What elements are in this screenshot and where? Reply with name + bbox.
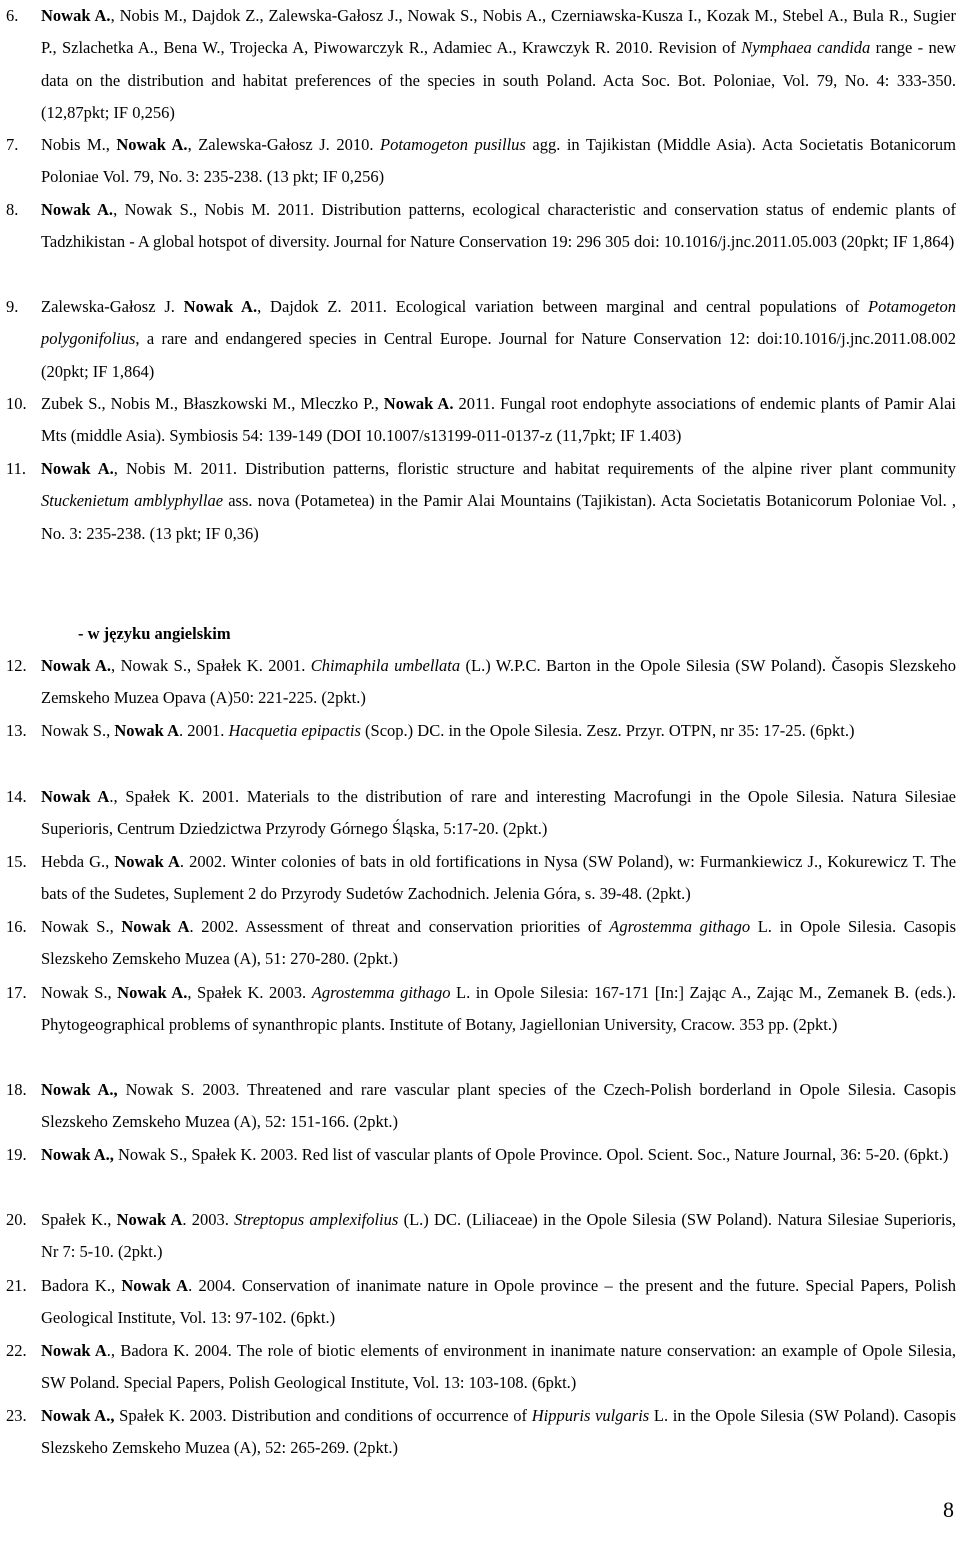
citation-text: . 2002. Winter colonies of bats in old fortifications in Nysa (SW Poland), w: Furmankiewicz J., Kokurewicz T. The bats of the Sudetes, Suplement 2 do Przyrody Sudetów Zachodnich. Jelenia Góra, s. 39-48. (2pkt.) [41,852,957,904]
author-name: Nowak A., [41,1080,118,1099]
citation-text: 2011. Fungal root endophyte associations of endemic plants of Pamir Alai Mts (middle Asia). Symbiosis 54: 139-149 (DOI 10.1007/s13199-011-0137-z (11,7pkt; IF 1.403) [41,394,956,446]
list-item-number: 7. [6,135,19,154]
citation-text: , Nobis M., Dajdok Z., Zalewska-Gałosz J., Nowak S., Nobis A., Czerniawska-Kusza I., Kozak M., Stebel A., Bula R., Sugier P., Szlachetka A., Bena W., Trojecka A, Piwowarczyk R., Adamiec A., Krawczyk R. 2010. Revision of [41,6,957,58]
author-name: Nowak A., [41,1406,115,1425]
author-name: Nowak A. [116,135,188,154]
list-item-text [41,977,956,1042]
list-item-number: 15. [6,852,27,871]
list-item-text [41,1270,956,1335]
citation-text: , Nowak S., Nobis M. 2011. Distribution patterns, ecological characteristic and conservation status of endemic plants of Tadzhikistan - A global hotspot of diversity. Journal for Nature Conservation 19: 296 305 doi: 10.1016/j.jnc.2011.05.003 (20pkt; IF 1,864) [41,200,956,252]
citation-text: ., Badora K. 2004. The role of biotic elements of environment in inanimate nature conservation: an example of Opole Silesia, SW Poland. Special Papers, Polish Geological Institute, Vol. 13: 103-108. (6pkt.) [41,1341,956,1393]
species-name: Agrostemma githago [609,917,751,936]
citation-text: . 2004. Conservation of inanimate nature in Opole province – the present and the future. Special Papers, Polish Geological Institute, Vol. 13: 97-102. (6pkt.) [41,1276,956,1328]
list-item-number: 20. [6,1210,27,1229]
list-item-number: 14. [6,787,27,806]
species-name: Potamogeton pusillus [379,135,526,154]
citation-text: . 2001. [178,721,229,740]
citation-text: (Scop.) DC. in the Opole Silesia. Zesz. Przyr. OTPN, nr 35: 17-25. (6pkt.) [360,721,855,740]
list-item-number: 11. [6,459,27,478]
citation-text: , Dajdok Z. 2011. Ecological variation between marginal and central populations of [257,297,868,316]
citation-text: L. in Opole Silesia. Casopis Slezskeho Zemskeho Muzea (A), 51: 270-280. (2pkt.) [41,917,957,969]
list-item-number: 9. [6,297,19,316]
citation-text: Spałek K., [41,1210,117,1229]
list-item-number: 16. [6,917,27,936]
list-item-number: 8. [6,200,19,219]
list-item-text [41,846,956,911]
list-item-text [41,781,956,846]
author-name: Nowak A [121,917,190,936]
list-item-text [41,650,956,715]
author-name: Nowak A., [41,1145,114,1164]
author-name: Nowak A [114,852,180,871]
species-name: Agrostemma githago [311,983,451,1002]
citation-text: , Zalewska-Gałosz J. 2010. [187,135,380,154]
citation-text: (L.) DC. (Liliaceae) in the Opole Silesia (SW Poland). Natura Silesiae Superioris, Nr 7: 5-10. (2pkt.) [41,1210,957,1262]
citation-text: , Nobis M. 2011. Distribution patterns, floristic structure and habitat requirements of the alpine river plant community [113,459,957,478]
citation-text: Nobis M., [41,135,117,154]
section-heading: - w języku angielskim [78,624,231,643]
citation-text: Spałek K. 2003. Distribution and conditions of occurrence of [114,1406,532,1425]
citation-text: Badora K., [41,1276,122,1295]
citation-text: (L.) W.P.C. Barton in the Opole Silesia (SW Poland). Časopis Slezskeho Zemskeho Muzea Opava (A)50: 221-225. (2pkt.) [41,656,957,708]
citation-text: agg. in Tajikistan (Middle Asia). Acta Societatis Botanicorum Poloniae Vol. 79, No. 3: 235-238. (13 pkt; IF 0,256) [41,135,956,187]
species-name: Stuckenietum amblyphyllae [41,491,224,511]
list-item-text [41,129,956,194]
citation-text: range - new data on the distribution and habitat preferences of the species in south Poland. Acta Soc. Bot. Poloniae, Vol. 79, No. 4: 333-350. (12,87pkt; IF 0,256) [41,38,956,123]
citation-text: Nowak S., [41,983,118,1002]
citation-text: , Nowak S., Spałek K. 2001. [111,656,311,675]
citation-text: Nowak S., Spałek K. 2003. Red list of vascular plants of Opole Province. Opol. Scient. Soc., Nature Journal, 36: 5-20. (6pkt.) [113,1145,949,1164]
author-name: Nowak A [116,1210,183,1229]
list-item-text [41,1074,956,1139]
author-name: Nowak A [114,721,179,740]
list-item-text [41,1204,956,1269]
citation-text: Zubek S., Nobis M., Błaszkowski M., Mleczko P., [41,394,384,413]
citation-text: Nowak S. 2003. Threatened and rare vascular plant species of the Czech-Polish borderland in Opole Silesia. Casopis Slezskeho Zemskeho Muzea (A), 52: 151-166. (2pkt.) [41,1080,956,1132]
author-name: Nowak A [41,1341,107,1360]
author-name: Nowak A. [383,394,454,413]
list-item-number: 10. [6,394,27,413]
list-item-number: 19. [6,1145,27,1164]
citation-text: Nowak S., [41,721,115,740]
list-item-number: 17. [6,983,27,1002]
list-item-text [41,715,956,747]
list-item-number: 18. [6,1080,27,1099]
list-item-number: 23. [6,1406,27,1425]
species-name: Streptopus amplexifolius [234,1210,399,1229]
author-name: Nowak A [121,1276,189,1295]
species-name: Hacquetia epipactis [228,721,361,740]
species-name: Hippuris vulgaris [531,1406,650,1425]
citation-text: , Spałek K. 2003. [187,983,312,1002]
species-name: Chimaphila umbellata [310,656,461,675]
species-name: Potamogeton polygonifolius [41,297,956,349]
citation-text: ., Spałek K. 2001. Materials to the distribution of rare and interesting Macrofungi in the Opole Silesia. Natura Silesiae Superioris, Centrum Dziedzictwa Przyrody Górnego Śląska, 5:17-20. (2pkt.) [41,787,957,839]
list-item-number: 6. [6,6,19,25]
species-name: Nymphaea candida [741,38,871,58]
citation-text: , a rare and endangered species in Central Europe. Journal for Nature Conservation 12: doi:10.1016/j.jnc.2011.08.002 (20pkt; IF 1,864) [41,329,956,381]
author-name: Nowak A [41,787,110,806]
list-item-text [41,0,956,130]
citation-text: L. in the Opole Silesia (SW Poland). Casopis Slezskeho Zemskeho Muzea (A), 52: 265-269. (2pkt.) [41,1406,956,1458]
author-name: Nowak A. [41,656,112,675]
author-name: Nowak A. [41,200,114,219]
author-name: Nowak A. [41,459,114,478]
list-item-text [41,1400,956,1465]
list-item-number: 21. [6,1276,27,1295]
list-item-text [41,291,956,388]
list-item-text [41,453,956,550]
list-item-text [41,194,956,259]
list-item-number: 13. [6,721,27,740]
list-item-number: 12. [6,656,27,675]
citation-text: Hebda G., [41,852,115,871]
list-item-text [41,1335,956,1400]
list-item-text [41,1139,956,1171]
author-name: Nowak A. [183,297,258,316]
citation-text: . 2003. [182,1210,235,1229]
author-name: Nowak A. [117,983,188,1002]
author-name: Nowak A. [41,6,111,25]
citation-text: Zalewska-Gałosz J. [41,297,184,316]
citation-text: ass. nova (Potametea) in the Pamir Alai Mountains (Tajikistan). Acta Societatis Botanicorum Poloniae Vol. , No. 3: 235-238. (13 pkt; IF 0,36) [41,491,956,543]
citation-text: L. in Opole Silesia: 167-171 [In:] Zając A., Zając M., Zemanek B. (eds.). Phytogeographical problems of synanthropic plants. Institute of Botany, Jagiellonian University, Cracow. 353 pp. (2pkt.) [41,983,956,1035]
list-item-number: 22. [6,1341,27,1360]
list-item-text [41,388,956,453]
citation-text: Nowak S., [41,917,122,936]
page-number: 8 [943,1497,954,1522]
citation-text: . 2002. Assessment of threat and conservation priorities of [189,917,610,936]
list-item-text [41,911,956,976]
